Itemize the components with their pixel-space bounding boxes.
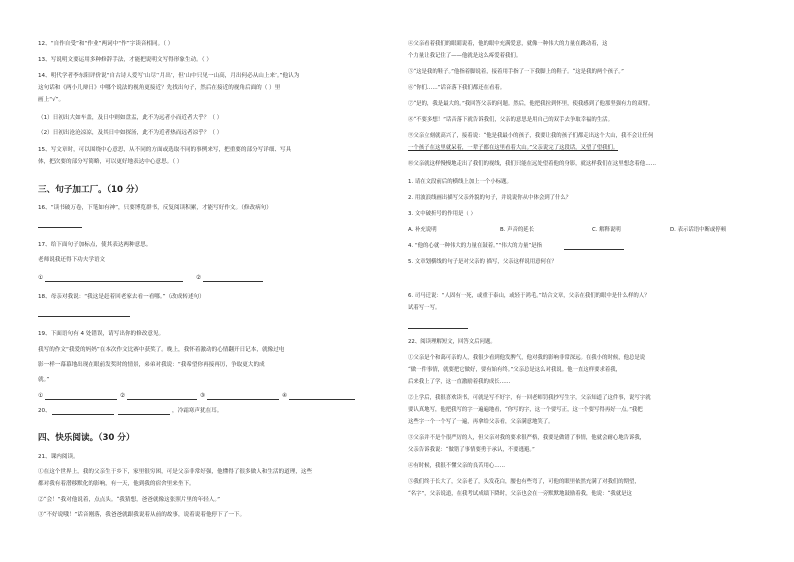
answer-blank-16[interactable]: [38, 227, 82, 228]
reading-para-3: ③“不好说哦！”话音刚落，我爸爸就跟我说着从前的故事，说着说着他停下了一下。: [38, 512, 246, 518]
answer-blank-19-4[interactable]: [289, 399, 355, 400]
short-text-para-1: ①父亲是个和蔼可亲的人，我很少看到他发脾气，他对我的影响非常深远。在我小的时候，他总是说: [408, 355, 646, 361]
short-text-para-1c: 后来我上了学，这一直激励着我的成长……: [408, 379, 511, 385]
question-19-num-2: ②: [120, 393, 126, 399]
question-19-num-3: ③: [200, 393, 206, 399]
reading-para-1: ①在这个世界上，我的父亲生于乡下，家里很穷困，可是父亲非常好强，他懂得了很多做人和生活的道理，这些: [38, 469, 313, 475]
question-19-num-1: ①: [38, 393, 44, 399]
reading-para-2: ②“会！”我对他说着，点点头。“我猜想，爸爸就像这张照片里的年轻人。”: [38, 497, 221, 503]
question-14-line-2: 这句话和《两小儿辩日》中哪个说法的视角更接近？先找出句子，然后在接近的视角后面的（ ）里: [38, 85, 281, 91]
option-d[interactable]: D. 表示话语中断或停顿: [670, 227, 727, 233]
short-text-para-1b: “做一件事情，就要把它做好，要有始有终。”父亲总是这么对我说。他一直这样要求着我，: [408, 367, 622, 373]
question-14-line-3: 画上“√”。: [38, 97, 65, 103]
question-14-option-2: （2）日初出沧沧凉凉，及其日中如探汤，此不为近者热而远者凉乎？（ ）: [38, 130, 223, 136]
answer-blank-20-2[interactable]: [118, 414, 170, 415]
answer-blank-18[interactable]: [38, 316, 130, 317]
reading-question-1: 1. 请在文段前后的横线上加上一个小标题。: [408, 179, 512, 185]
question-15-line-2: 体，把次要的部分写简略，可以更好地表达中心意思。（ ）: [38, 159, 183, 165]
question-22: 22、阅读理解短文，回答文后问题。: [408, 339, 496, 345]
short-text-para-3: ③父亲并不是个很严厉的人，但父亲对我的要求很严格，我要是做错了事情，他就会耐心地告诉我，: [408, 435, 646, 441]
reading-para-9b-underlined: 一个孩子在这里就呆着，一辈子都在这里看着大山。”父亲说完了这段话，又望了望我们。: [408, 145, 619, 151]
question-19-passage-3: 就。”: [38, 377, 50, 383]
short-text-para-5b: “名字”，父亲说道，在我考试成绩下降时，父亲也会在一旁默默地鼓励着我，他说：“我就是这: [408, 491, 632, 497]
reading-para-4b: 个力量让我记住了——他就是这么疼爱着我们。: [408, 53, 522, 59]
reading-question-3: 3. 文中破折号的作用是（ ）: [408, 211, 476, 217]
short-text-para-2c: 这些字一个一个写了一遍，再拿给父亲看，父亲满意地笑了。: [408, 419, 554, 425]
question-19-passage-2: 影一样一幕幕地出现在眼前发奖时的情景，弟弟对我说：“我希望你再接再厉，争取更大的成: [38, 362, 265, 368]
reading-question-5: 5. 文章划横线的句子是对父亲的 描写，父亲这样说用意何在？: [408, 259, 557, 265]
answer-blank-20-1[interactable]: [52, 414, 114, 415]
answer-blank-17-1[interactable]: [45, 281, 183, 282]
short-text-para-3b: 父亲告诉我说：“做错了事情要勇于承认，不要逃避。”: [408, 447, 535, 453]
question-14-option-1: （1）日初出大如车盖，及日中则如盘盂，此不为远者小而近者大乎？（ ）: [38, 115, 223, 121]
reading-para-9: ⑨父亲立刻就高兴了，接着说：“他是我最小的孩子，我要让我的孩子们都走出这个大山，我不会让任何: [408, 133, 654, 139]
reading-para-1b: 都对我有着潜移默化的影响，有一天，他到我的宿舍里来坐下。: [38, 481, 195, 487]
option-a[interactable]: A. 补充说明: [408, 227, 437, 233]
section-3-heading: 三、句子加工厂。（10 分）: [38, 185, 144, 195]
reading-para-7: ⑦“是的，我是最大的。”我回答父亲的问题。然后，他把我拉到怀里，使我感到了他那坚强有力的双臂。: [408, 101, 654, 107]
short-text-para-5: ⑤我们终于长大了，父亲老了，头发花白，腰也有些弯了，可他的眼里依然充满了对我们的期望，: [408, 479, 640, 485]
reading-para-6: ⑥“你们……”话音落下我们都还在看着。: [408, 85, 506, 91]
reading-para-10: ⑩父亲就这样慢慢地走出了我们的视线，我们只能在远处望着他的身影，就这样我们在这里想念着他……: [408, 161, 656, 167]
reading-para-4: ④父亲看着我们的眼睛说着，他的眼中充满爱意，就像一种伟大的力量在跳动着，这: [408, 41, 608, 47]
question-21: 21、课内阅读。: [38, 454, 79, 460]
short-text-para-2: ②上学后，我很喜欢读书，可就是写不好字，有一回老师罚我抄写生字，父亲知道了这件事，说写字就: [408, 395, 651, 401]
question-17-num-2: ②: [196, 275, 202, 281]
answer-blank-r6[interactable]: [408, 328, 468, 329]
question-17: 17、给下面句子加标点，使其表达两种意思。: [38, 242, 152, 248]
reading-question-6-line-2: 试着写一写。: [408, 305, 441, 311]
question-16: 16、“读书破万卷，下笔如有神”，只要博览群书，反复阅读积累，才能写好作文。（修改病句）: [38, 205, 272, 211]
section-4-heading: 四、快乐阅读。（30 分）: [38, 433, 135, 443]
answer-blank-17-2[interactable]: [203, 281, 263, 282]
question-14-line-1: 14、明代学者李东阳评价说“自古诗人爱写‘山尽’‘月出’，但‘山中只见一山高，月出何必从山上来’。”他认为: [38, 73, 300, 79]
question-17-sentence: 老师说我还得下功夫学语文: [38, 257, 106, 263]
question-13: 13、写说明文要运用多种修辞手法，才能把说明文写得形象生动。（ ）: [38, 57, 212, 63]
question-17-num-1: ①: [38, 275, 44, 281]
reading-question-4: 4. “他的心就一种伟大的力量在鼓着。”“伟大的力量”是指: [408, 243, 542, 249]
question-19-passage-1: 我写的作文“我爱的妈妈”在本次作文比赛中获奖了。晚上，我怀着激动的心情翻开日记本，就像过电: [38, 347, 285, 353]
option-b[interactable]: B. 声音的延长: [500, 227, 535, 233]
question-19: 19、下面语句有 4 处错误，请写出你的修改意见。: [38, 331, 165, 337]
question-20-tail: ，冷霜寒声犹在耳。: [172, 408, 223, 414]
answer-blank-19-2[interactable]: [127, 399, 197, 400]
answer-blank-19-1[interactable]: [45, 399, 117, 400]
short-text-para-2b: 要认真地写，他把我写的字一遍遍地看，“你写的字，这一个要写正，这一个要写得再好一点。”我把: [408, 407, 643, 413]
question-12: 12、“自作自受”和“作业”两词中“作”字读音相同。（ ）: [38, 41, 174, 47]
reading-para-8: ⑧“不要多想！”话音落下就告诉我们，父亲的意思是用自己的双手去争取幸福的生活。: [408, 117, 613, 123]
option-c[interactable]: C. 解释说明: [592, 227, 621, 233]
short-text-para-4: ④有时候，我很不懂父亲的良苦用心……: [408, 463, 506, 469]
reading-para-5: ⑤“这是我的鞋子。”他指着脚说着，接着用手指了一下我脚上的鞋子。“这是我的两个孩子。”: [408, 69, 624, 75]
answer-blank-r4[interactable]: [564, 249, 624, 250]
question-19-num-4: ④: [282, 393, 288, 399]
question-15-line-1: 15、写文章时，可以围绕中心意思，从不同的方面或选取不同的事例来写，把重要的部分写详细、写具: [38, 147, 292, 153]
reading-question-2: 2. 用波浪线画出描写父亲外貌的句子，并说说你从中体会到了什么？: [408, 195, 572, 201]
question-18: 18、母亲对我说：“我这是赶着回老家去看一看哪。”（改成转述句）: [38, 294, 205, 300]
question-20-number: 20、: [38, 408, 51, 414]
answer-blank-19-3[interactable]: [207, 399, 279, 400]
reading-question-6-line-1: 6. 司马迁说：“人固有一死，或重于泰山，或轻于鸿毛。”结合文章，父亲在我们的眼中是什么样的人？: [408, 293, 650, 299]
